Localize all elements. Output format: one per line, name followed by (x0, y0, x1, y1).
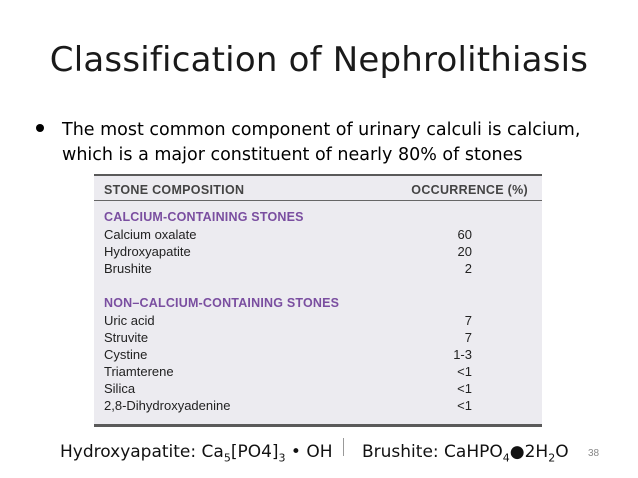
table-row (94, 227, 542, 244)
row-name: Cystine (104, 347, 148, 362)
stone-composition-table (94, 174, 542, 427)
row-value: 2 (464, 261, 472, 276)
row-value: 7 (464, 313, 472, 328)
slide-title: Classification of Nephrolithiasis (49, 40, 589, 80)
table-row (94, 381, 542, 398)
formula-subscript: 5 (223, 451, 231, 465)
row-name: Uric acid (104, 313, 155, 328)
hydroxyapatite-formula (60, 442, 333, 464)
formula-text: • OH (285, 442, 333, 462)
table-row (94, 244, 542, 261)
row-name: 2,8-Dihydroxyadenine (104, 398, 231, 413)
bullet-icon (36, 124, 44, 132)
row-name: Hydroxyapatite (104, 244, 191, 259)
row-name: Struvite (104, 330, 149, 345)
page-number: 38 (588, 448, 600, 459)
row-value: <1 (457, 364, 472, 379)
section-calcium-title: CALCIUM-CONTAINING STONES (104, 210, 304, 224)
row-name: Silica (104, 381, 136, 396)
brushite-formula (362, 442, 569, 464)
bullet-text: The most common component of urinary calculi is calcium, which is a major constituent of nearly 80% of stones (62, 120, 581, 165)
table-row (94, 313, 542, 330)
table-row (94, 398, 542, 415)
formula-subscript: 3 (278, 451, 286, 465)
formula-text: Hydroxyapatite: Ca (60, 442, 224, 462)
formula-text: Brushite: CaHPO (362, 442, 503, 462)
formula-text: O (555, 442, 569, 462)
table-header (94, 180, 542, 201)
header-stone-composition: STONE COMPOSITION (104, 183, 245, 197)
row-value: 60 (457, 227, 472, 242)
formula-text: ●2H (509, 442, 549, 462)
row-name: Calcium oxalate (104, 227, 197, 242)
row-name: Triamterene (104, 364, 174, 379)
row-value: 1-3 (453, 347, 472, 362)
header-occurrence: OCCURRENCE (%) (411, 183, 528, 197)
table-row (94, 261, 542, 278)
text-cursor-divider (343, 438, 344, 456)
table-row (94, 364, 542, 381)
formula-subscript: 2 (548, 451, 556, 465)
table-row (94, 347, 542, 364)
table-row (94, 330, 542, 347)
row-name: Brushite (104, 261, 152, 276)
section-non-calcium-title: NON–CALCIUM-CONTAINING STONES (104, 296, 340, 310)
row-value: 7 (464, 330, 472, 345)
row-value: 20 (457, 244, 472, 259)
formula-subscript: 4 (502, 451, 510, 465)
formula-text: [PO4] (230, 442, 279, 462)
row-value: <1 (457, 381, 472, 396)
row-value: <1 (457, 398, 472, 413)
